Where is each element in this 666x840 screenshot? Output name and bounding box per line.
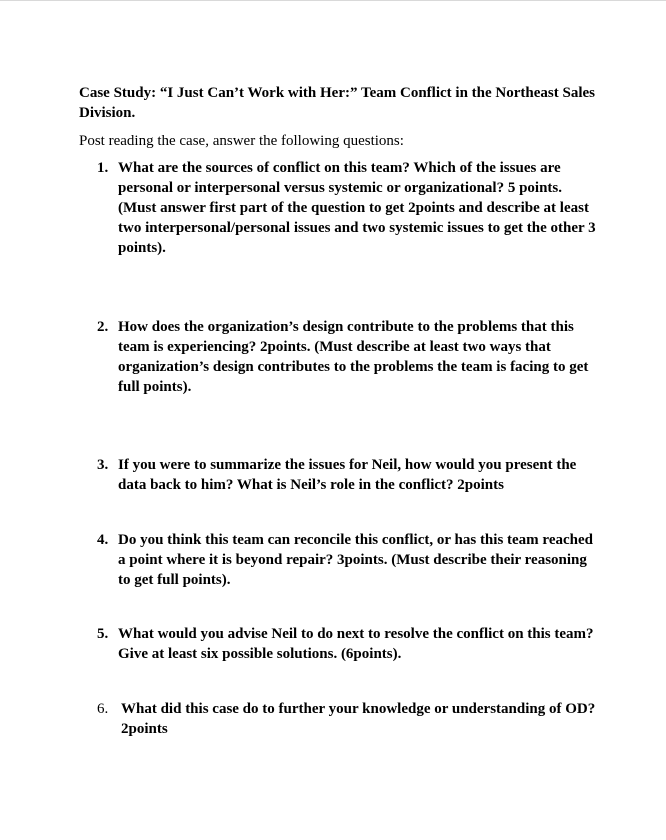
instructions-text: Post reading the case, answer the following questions: (79, 133, 404, 149)
question-6 (97, 699, 597, 739)
question-number: 1. (97, 160, 109, 176)
question-text: What are the sources of conflict on this team? Which of the issues are personal or interpersonal versus systemic or organizational? 5 points. (Must answer first part of the question to get 2points and describe at least two interpersonal/personal issues and two systemic issues to get the other 3 points). (118, 160, 596, 256)
question-4 (97, 530, 597, 590)
question-number: 2. (97, 319, 109, 335)
question-3 (97, 455, 597, 495)
question-text: If you were to summarize the issues for Neil, how would you present the data back to him? What is Neil’s role in the conflict? 2points (118, 457, 577, 493)
case-study-title: Case Study: “I Just Can’t Work with Her:” Team Conflict in the Northeast Sales Division. (79, 85, 595, 121)
question-5 (97, 624, 597, 664)
question-text: How does the organization’s design contribute to the problems that this team is experiencing? 2points. (Must describe at least two ways that organization’s design contributes to the problems the team is facing to get full points). (118, 319, 589, 395)
question-text: What did this case do to further your knowledge or understanding of OD? 2points (121, 701, 596, 737)
question-number: 6. (97, 701, 109, 717)
question-1 (97, 158, 597, 258)
question-number: 3. (97, 457, 109, 473)
question-text: Do you think this team can reconcile this conflict, or has this team reached a point where it is beyond repair? 3points. (Must describe their reasoning to get full points). (118, 532, 593, 588)
question-text: What would you advise Neil to do next to resolve the conflict on this team? Give at least six possible solutions. (6points). (118, 626, 594, 662)
question-number: 4. (97, 532, 109, 548)
question-number: 5. (97, 626, 109, 642)
question-2 (97, 317, 597, 397)
